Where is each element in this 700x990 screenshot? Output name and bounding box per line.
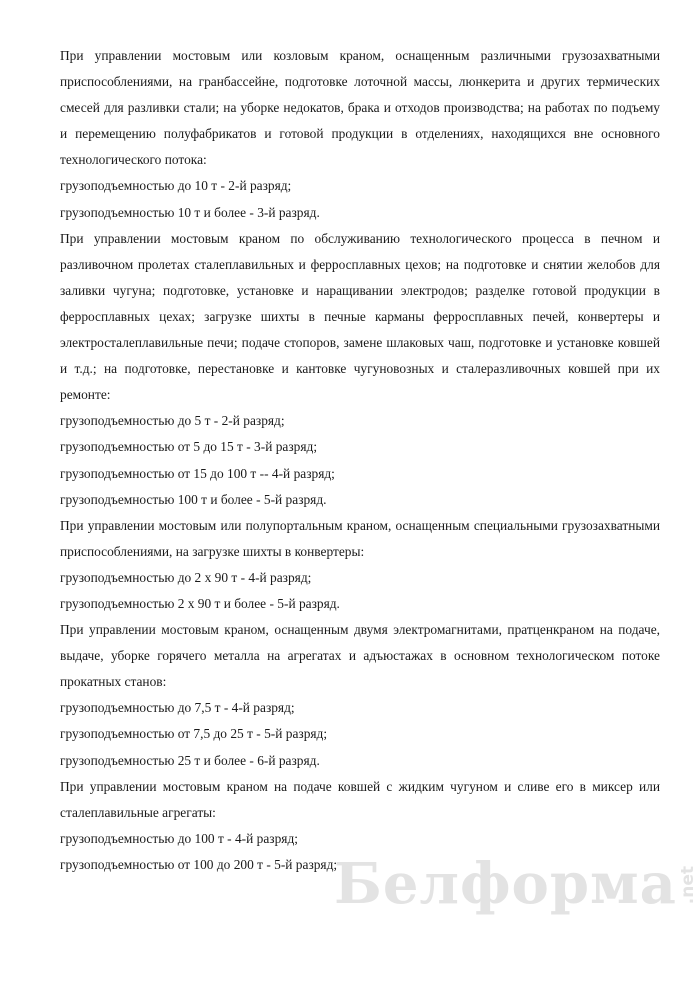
watermark-domain-text: .net <box>677 865 698 904</box>
paragraph-capacity-5-to-15t: грузоподъемностью от 5 до 15 т - 3-й разряд; <box>60 439 318 455</box>
paragraph-electromagnet-crane-intro: При управлении мостовым краном, оснащенным двумя электромагнитами, пратценкраном на подаче, выдаче, уборке горячего металла на агрегатах и адъюстажах в основном технологическом потоке прокатных станов: <box>60 622 660 690</box>
paragraph-capacity-up-to-2x90t: грузоподъемностью до 2 х 90 т - 4-й разряд; <box>60 569 312 585</box>
paragraph-bridge-gantry-crane-intro: При управлении мостовым или козловым краном, оснащенным различными грузозахватными приспособлениями, на гранбассейне, подготовке лоточной массы, люнкерита и других термических смесей для разливки стали; на уборке недокатов, брака и отходов производства; на работах по подъему и перемещению полуфабрикатов и готовой продукции в отделениях, находящихся вне основного технологического потока: <box>60 48 660 168</box>
paragraph-capacity-10t-and-more: грузоподъемностью 10 т и более - 3-й разряд. <box>60 204 320 220</box>
paragraph-capacity-up-to-7-5t: грузоподъемностью до 7,5 т - 4-й разряд; <box>60 700 295 716</box>
paragraph-cast-iron-ladle-intro: При управлении мостовым краном на подаче ковшей с жидким чугуном и сливе его в миксер или сталеплавильные агрегаты: <box>60 778 660 820</box>
paragraph-furnace-casting-intro: При управлении мостовым краном по обслуживанию технологического процесса в печном и разливочном пролетах сталеплавильных и ферросплавных цехов; на подготовке и снятии желобов для заливки чугуна; подготовке, установке и наращивании электродов; разделке готовой продукции в ферросплавных цехах; загрузке шихты в печные карманы ферросплавных печей, конвертеры и электросталеплавильные печи; подаче стопоров, замене шлаковых чаш, подготовке и установке ковшей и т.д.; на подготовке, перестановке и кантовке чугуновозных и сталеразливочных ковшей при их ремонте: <box>60 230 660 403</box>
paragraph-semiportal-crane-intro: При управлении мостовым или полупортальным краном, оснащенным специальными грузозахватными приспособлениями, на загрузке шихты в конвертеры: <box>60 517 660 559</box>
paragraph-capacity-up-to-5t: грузоподъемностью до 5 т - 2-й разряд; <box>60 413 285 429</box>
paragraph-capacity-100-to-200t: грузоподъемностью от 100 до 200 т - 5-й разряд; <box>60 856 338 872</box>
paragraph-capacity-up-to-10t: грузоподъемностью до 10 т - 2-й разряд; <box>60 178 292 194</box>
paragraph-capacity-15-to-100t: грузоподъемностью от 15 до 100 т -- 4-й разряд; <box>60 465 335 481</box>
paragraph-capacity-7-5-to-25t: грузоподъемностью от 7,5 до 25 т - 5-й разряд; <box>60 726 328 742</box>
watermark-main-text: Белформа <box>334 851 677 917</box>
document-body <box>60 43 660 878</box>
paragraph-capacity-2x90t-and-more: грузоподъемностью 2 х 90 т и более - 5-й разряд. <box>60 595 340 611</box>
paragraph-capacity-100t-and-more: грузоподъемностью 100 т и более - 5-й разряд. <box>60 491 327 507</box>
paragraph-capacity-up-to-100t: грузоподъемностью до 100 т - 4-й разряд; <box>60 830 298 846</box>
paragraph-capacity-25t-and-more: грузоподъемностью 25 т и более - 6-й разряд. <box>60 752 320 768</box>
